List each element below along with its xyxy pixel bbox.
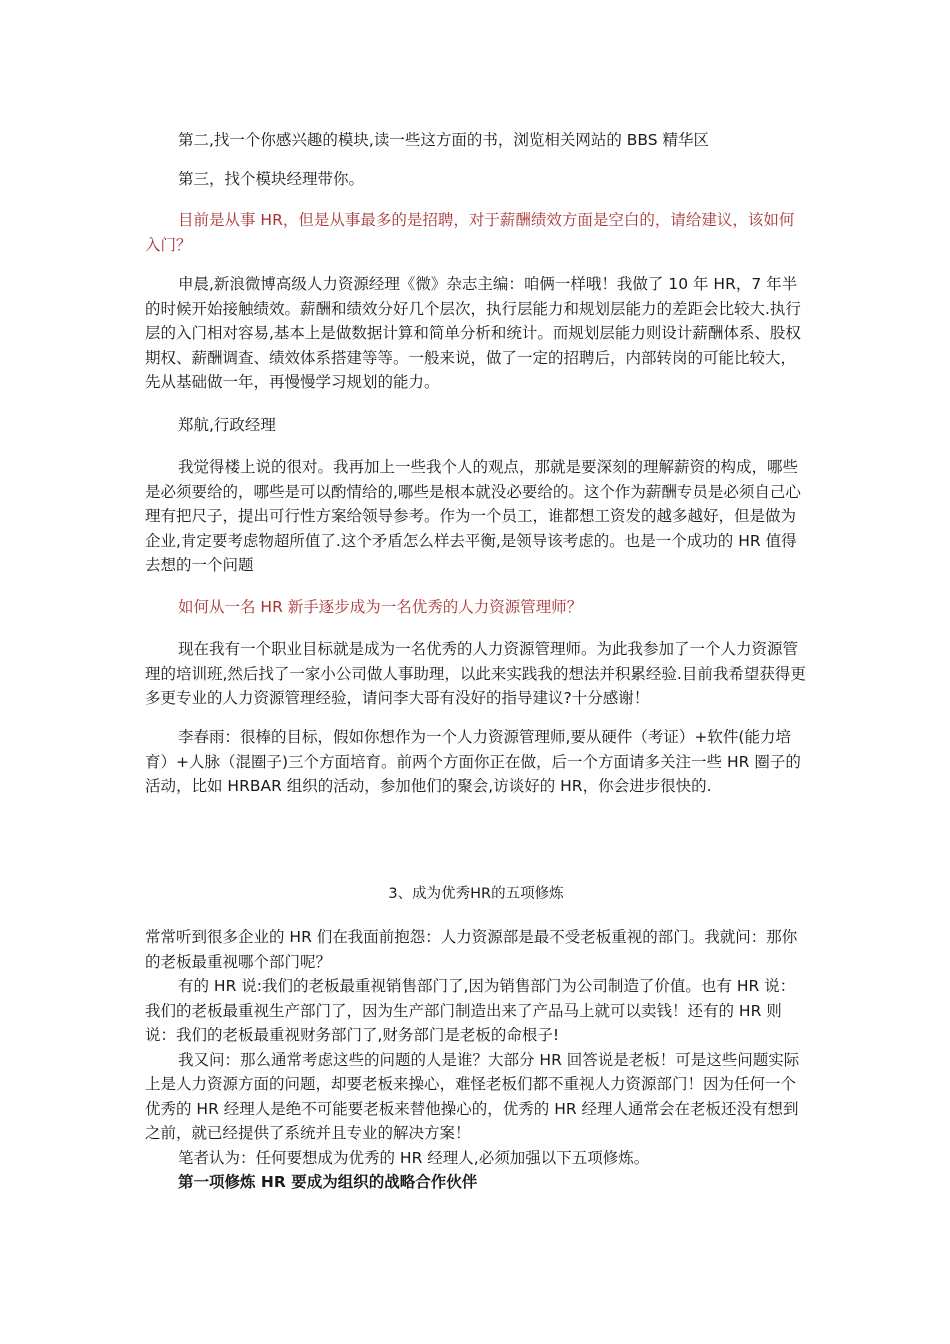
answer-li-chunyu: 李春雨：很棒的目标，假如你想作为一个人力资源管理师,要从硬件（考证）+软件(能力培育）+人脉（混圈子)三个方面培育。前两个方面你正在做，后一个方面请多关注一些 HR 圈子的活动，比如 HRBAR 组织的活动，参加他们的聚会,访谈好的 HR，你会进步很快的. xyxy=(145,728,801,795)
question-hr-career: 如何从一名 HR 新手逐步成为一名优秀的人力资源管理师？ xyxy=(178,598,583,616)
section-paragraph-complaint: 常常听到很多企业的 HR 们在我面前抱怨：人力资源部是最不受老板重视的部门。我就问：那你的老板最重视哪个部门呢？ xyxy=(145,928,798,971)
paragraph-find-manager: 第三，找个模块经理带你。 xyxy=(178,170,365,188)
answer-zheng-hang: 我觉得楼上说的很对。我再加上一些我个人的观点，那就是要深刻的理解薪资的构成，哪些是必须要给的，哪些是可以酌情给的,哪些是根本就没必要给的。这个作为薪酬专员是必须自己心理有把尺子，提出可行性方案给领导参考。作为一个员工，谁都想工资发的越多越好，但是做为企业,肯定要考虑物超所值了.这个矛盾怎么样去平衡,是领导该考虑的。也是一个成功的 HR 值得去想的一个问题 xyxy=(145,458,801,574)
section-heading-first-discipline: 第一项修炼 HR 要成为组织的战略合作伙伴 xyxy=(178,1173,478,1191)
paragraph-read-books: 第二,找一个你感兴趣的模块,读一些这方面的书，浏览相关网站的 BBS 精华区 xyxy=(178,131,710,149)
section-paragraph-who-thinks: 我又问：那么通常考虑这些的问题的人是谁？大部分 HR 回答说是老板！可是这些问题实际上是人力资源方面的问题，却要老板来操心，难怪老板们都不重视人力资源部门！因为任何一个优秀的 HR 经理人是绝不可能要老板来替他操心的，优秀的 HR 经理人通常会在老板还没有想到之前，就已经提供了系统并且专业的解决方案！ xyxy=(145,1050,800,1142)
question-detail-hr-manager: 现在我有一个职业目标就是成为一名优秀的人力资源管理师。为此我参加了一个人力资源管理的培训班,然后找了一家小公司做人事助理，以此来实践我的想法并积累经验.目前我希望获得更多更专业的人力资源管理经验，请问李大哥有没好的指导建议?十分感谢！ xyxy=(145,640,806,707)
question-salary-performance: 目前是从事 HR，但是从事最多的是招聘，对于薪酬绩效方面是空白的，请给建议，该如何入门？ xyxy=(145,211,795,254)
section-paragraph-departments: 有的 HR 说:我们的老板最重视销售部门了,因为销售部门为公司制造了价值。也有 HR 说：我们的老板最重视生产部门了，因为生产部门制造出来了产品马上就可以卖钱！还有的 HR 则说：我们的老板最重视财务部门了,财务部门是老板的命根子! xyxy=(145,977,796,1044)
section-paragraph-five-disciplines: 笔者认为：任何要想成为优秀的 HR 经理人,必须加强以下五项修炼。 xyxy=(178,1148,650,1167)
section-title: 3、成为优秀HR的五项修炼 xyxy=(388,886,564,902)
answer-author-zheng-hang: 郑航,行政经理 xyxy=(178,416,276,434)
section-body xyxy=(145,925,807,1195)
answer-shen-chen: 申晨,新浪微博高级人力资源经理《微》杂志主编：咱俩一样哦！我做了 10 年 HR，7 年半的时候开始接触绩效。薪酬和绩效分好几个层次，执行层能力和规划层能力的差距会比较大.执行层的入门相对容易,基本上是做数据计算和简单分析和统计。而规划层能力则设计薪酬体系、股权期权、薪酬调查、绩效体系搭建等等。一般来说，做了一定的招聘后，内部转岗的可能比较大，先从基础做一年，再慢慢学习规划的能力。 xyxy=(145,275,801,391)
